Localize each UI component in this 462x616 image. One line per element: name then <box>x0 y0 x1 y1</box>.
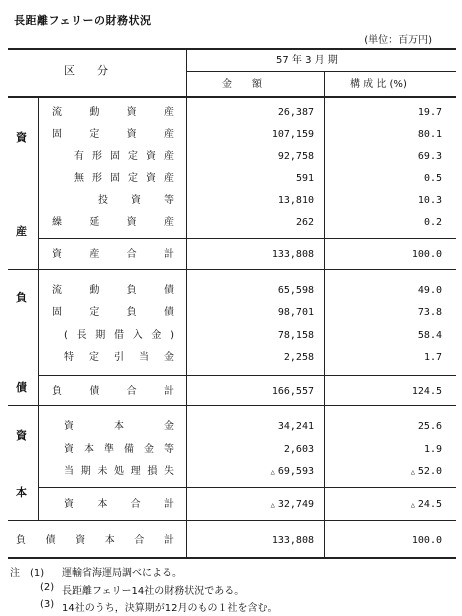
row-ratio: 25.6 <box>417 421 442 432</box>
row-ratio: 1.7 <box>423 352 442 363</box>
note-mark: (2) <box>40 582 55 593</box>
row-ratio-neg <box>336 466 442 478</box>
negative-mark-icon: △ <box>410 501 415 509</box>
row-label: 資本準備金等 <box>64 444 174 455</box>
group-capital-bottom: 本 <box>16 486 27 499</box>
group-capital-top: 資 <box>16 429 27 442</box>
header-amount: 金 額 <box>222 79 262 90</box>
row-ratio: 0.2 <box>423 217 442 228</box>
unit-label: (単位：百万円) <box>364 35 432 46</box>
row-amount: 107,159 <box>271 129 314 140</box>
row-amount: 591 <box>295 173 314 184</box>
row-amount: 92,758 <box>277 151 314 162</box>
capital-subtotal-rule <box>38 487 456 488</box>
row-ratio-neg <box>336 499 442 511</box>
row-label: (長期借入金) <box>64 330 174 341</box>
vertical-rule-3 <box>324 72 325 558</box>
amount-value: 32,749 <box>277 499 314 510</box>
row-label: 投資等 <box>98 195 174 206</box>
row-amount: 133,808 <box>271 535 314 546</box>
vertical-rule-2 <box>186 49 187 558</box>
header-mid-rule <box>186 71 456 72</box>
assets-subtotal-rule <box>38 238 456 239</box>
row-ratio: 58.4 <box>417 330 442 341</box>
note-text: 14社のうち，決算期が12月のもの１社を含む。 <box>62 603 278 614</box>
row-amount: 26,387 <box>277 107 314 118</box>
row-ratio: 124.5 <box>411 386 442 397</box>
row-label: 流動資産 <box>52 107 174 118</box>
row-label: 固定負債 <box>52 307 174 318</box>
header-bottom-rule <box>8 96 456 98</box>
row-label: 有形固定資産 <box>74 151 174 162</box>
group-liab-bottom: 債 <box>16 381 27 394</box>
row-label: 流動負債 <box>52 285 174 296</box>
ratio-value: 52.0 <box>417 466 442 477</box>
assets-bottom-rule <box>8 269 456 270</box>
document-title: 長距離フェリーの財務状況 <box>14 14 152 27</box>
row-label: 繰延資産 <box>52 217 174 228</box>
row-amount: 133,808 <box>271 249 314 260</box>
negative-mark-icon: △ <box>270 468 275 476</box>
row-ratio: 80.1 <box>417 129 442 140</box>
note-text: 運輸省海運局調べによる。 <box>62 568 182 579</box>
capital-bottom-rule <box>8 520 456 521</box>
row-label: 固定資産 <box>52 129 174 140</box>
row-label: 特定引当金 <box>64 352 174 363</box>
header-category: 区 分 <box>64 64 108 77</box>
header-period: 57 年 3 月 期 <box>276 55 338 66</box>
note-mark: (3) <box>40 599 55 610</box>
row-ratio: 1.9 <box>423 444 442 455</box>
row-ratio: 0.5 <box>423 173 442 184</box>
row-amount: 2,603 <box>283 444 314 455</box>
liab-subtotal-rule <box>38 375 456 376</box>
row-label: 負債資本合計 <box>16 535 174 546</box>
vertical-rule-1 <box>38 97 39 520</box>
row-amount-neg <box>200 499 314 511</box>
row-label: 無形固定資産 <box>74 173 174 184</box>
table-bottom-rule <box>8 557 456 559</box>
row-amount: 98,701 <box>277 307 314 318</box>
row-ratio: 49.0 <box>417 285 442 296</box>
row-amount: 262 <box>295 217 314 228</box>
group-assets-bottom: 産 <box>16 225 27 238</box>
negative-mark-icon: △ <box>270 501 275 509</box>
row-ratio: 100.0 <box>411 249 442 260</box>
row-ratio: 100.0 <box>411 535 442 546</box>
row-ratio: 19.7 <box>417 107 442 118</box>
row-amount-neg <box>200 466 314 478</box>
row-label: 資産合計 <box>52 249 174 260</box>
note-text: 長距離フェリー14社の財務状況である。 <box>62 586 245 597</box>
group-assets-top: 資 <box>16 131 27 144</box>
ratio-value: 24.5 <box>417 499 442 510</box>
row-label: 資本合計 <box>64 499 174 510</box>
liab-bottom-rule <box>8 405 456 406</box>
row-label: 当期未処理損失 <box>64 466 174 477</box>
row-amount: 2,258 <box>283 352 314 363</box>
row-amount: 65,598 <box>277 285 314 296</box>
row-ratio: 69.3 <box>417 151 442 162</box>
row-ratio: 10.3 <box>417 195 442 206</box>
note-mark: 注 (1) <box>10 568 45 579</box>
group-liab-top: 負 <box>16 291 27 304</box>
row-amount: 166,557 <box>271 386 314 397</box>
row-amount: 78,158 <box>277 330 314 341</box>
header-ratio: 構 成 比 (%) <box>350 79 407 90</box>
row-amount: 34,241 <box>277 421 314 432</box>
row-label: 資本金 <box>64 421 174 432</box>
negative-mark-icon: △ <box>410 468 415 476</box>
row-amount: 13,810 <box>277 195 314 206</box>
amount-value: 69,593 <box>277 466 314 477</box>
table-top-rule <box>8 48 456 50</box>
row-label: 負債合計 <box>52 386 174 397</box>
row-ratio: 73.8 <box>417 307 442 318</box>
